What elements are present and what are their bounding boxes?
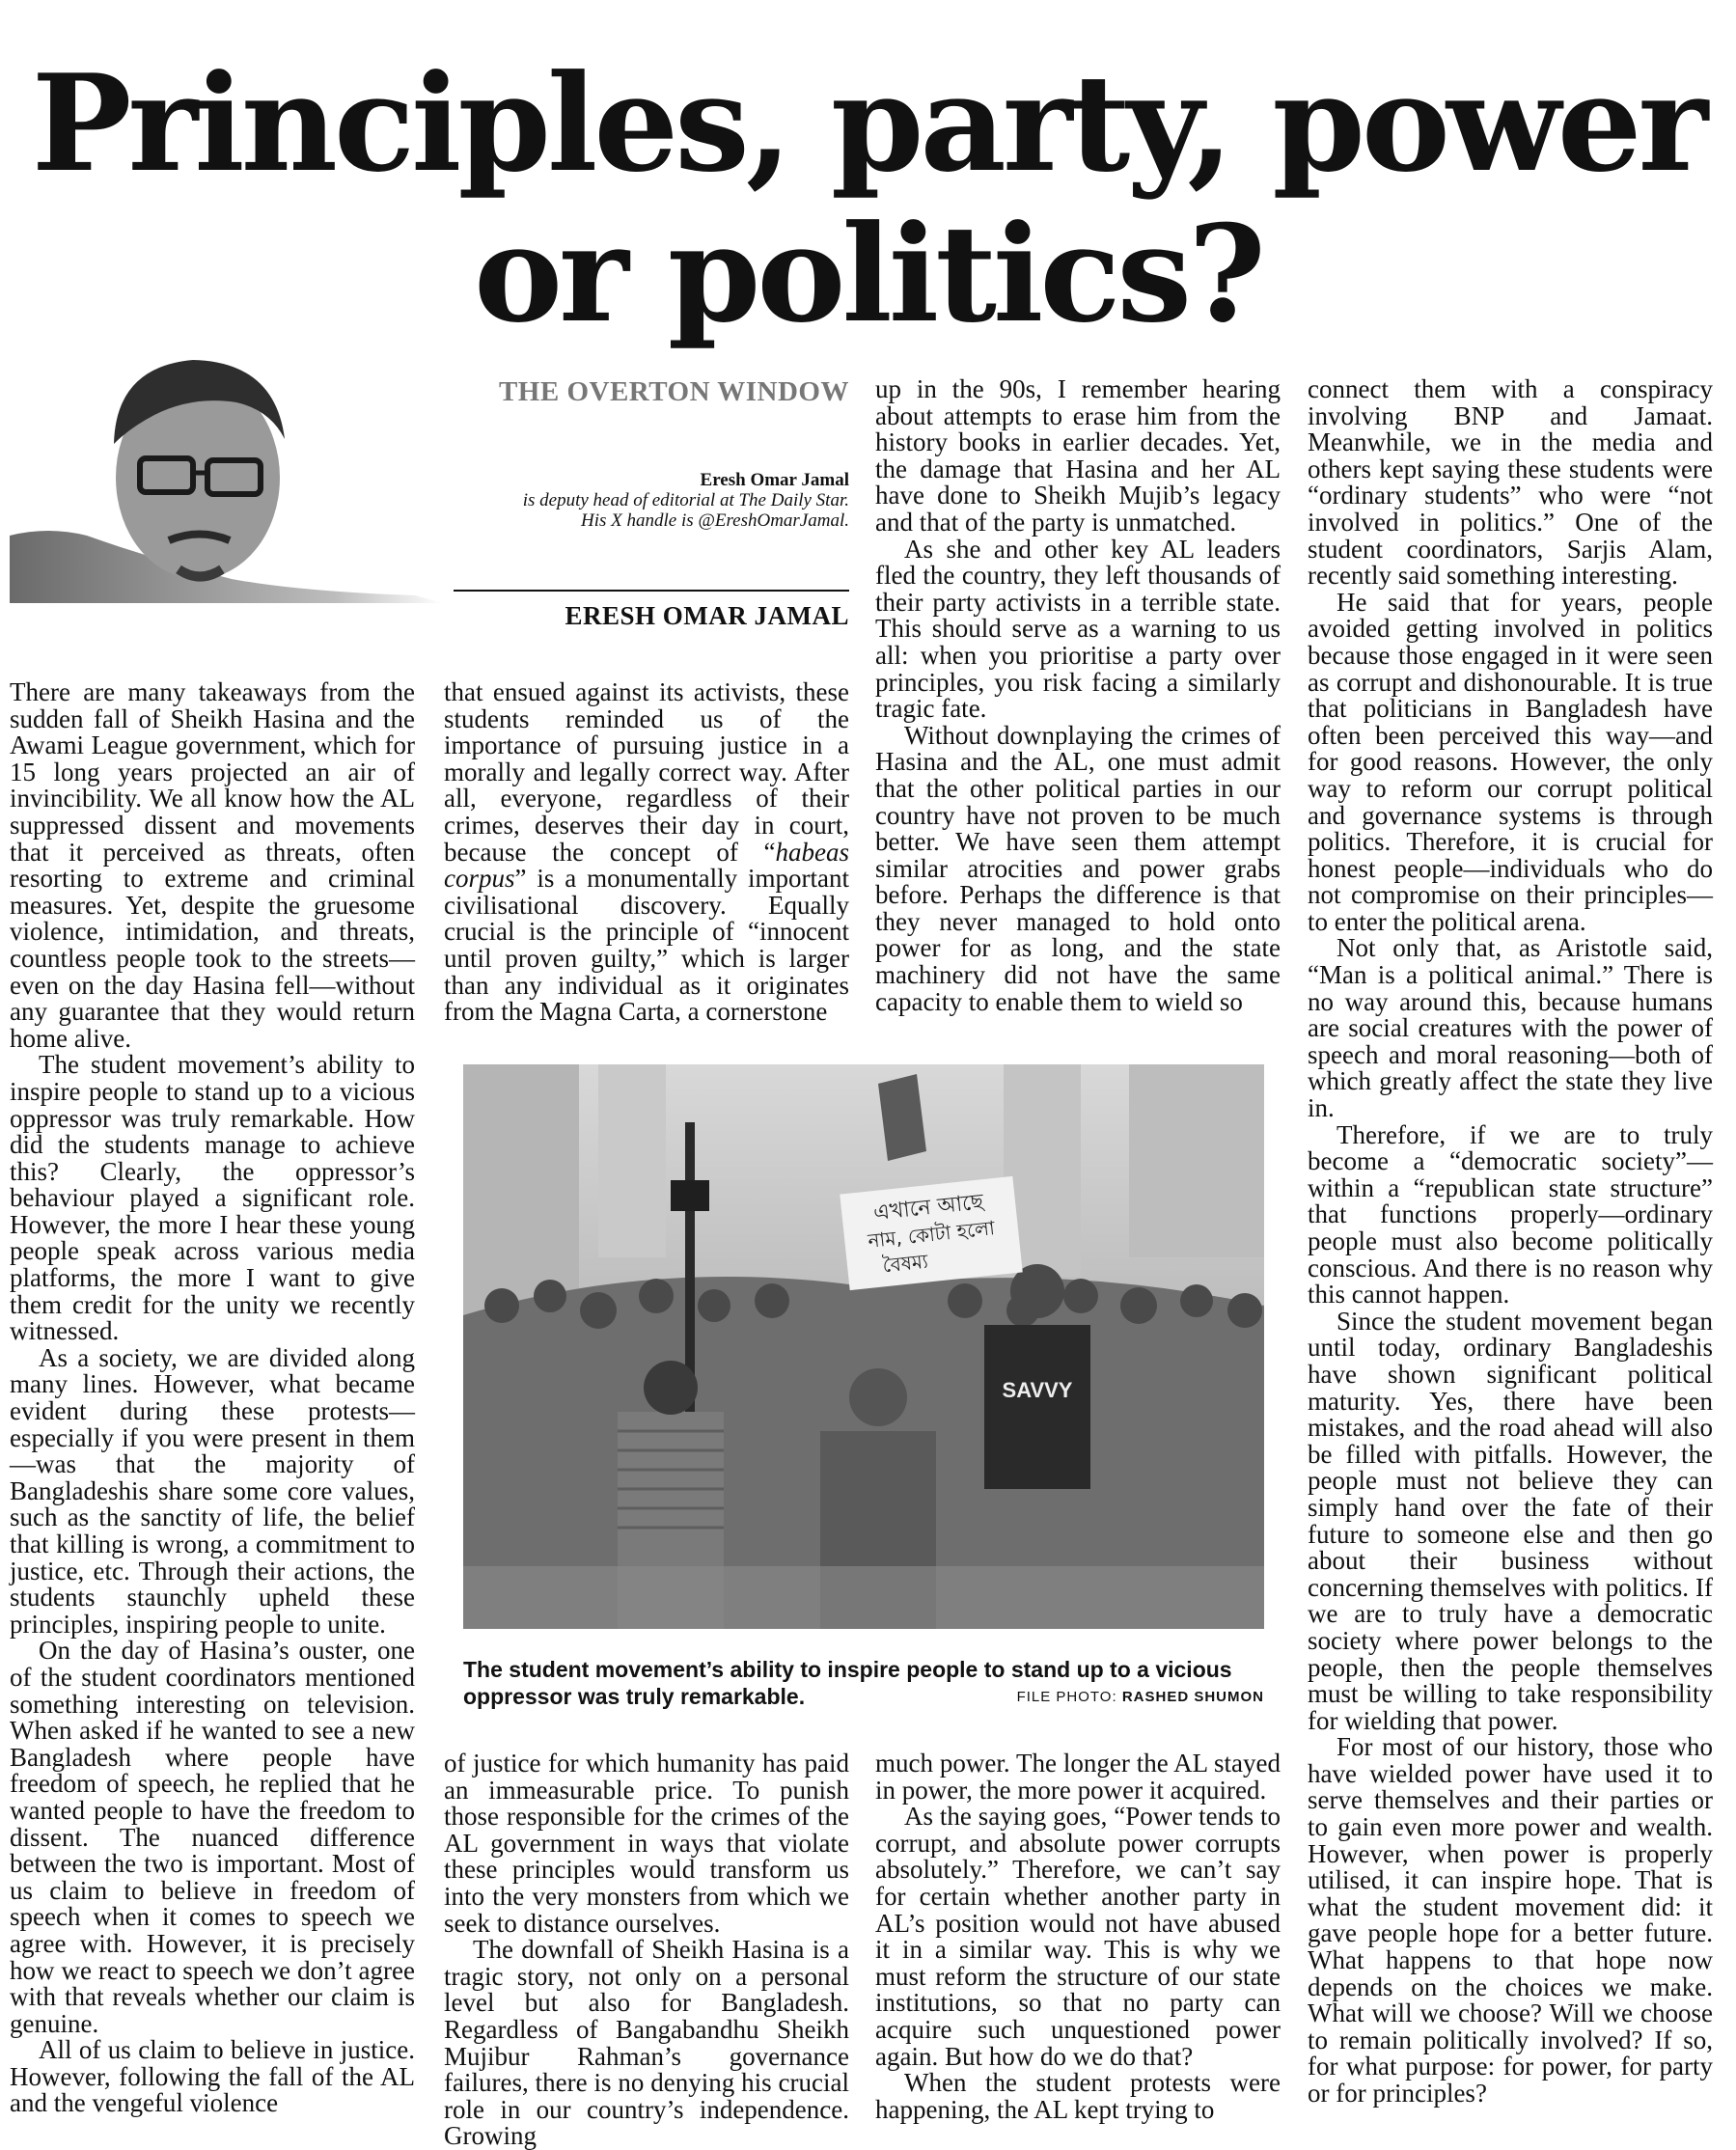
- paragraph: As she and other key AL leaders fled the country, they left thousands of their party activists in a terrible state. This should serve as a warning to us all: when you prioritise a party over principles, you risk facing a similarly tragic fate.: [875, 534, 1281, 724]
- headline-line1: Principles, party, power: [31, 44, 1705, 202]
- paragraph: of justice for which humanity has paid an immeasurable price. To punish those responsible for the crimes of the AL government in ways that violate these principles would transform us into the very monsters from which we seek to distance ourselves.: [444, 1749, 849, 1938]
- author-name: Eresh Omar Jamal: [700, 470, 849, 490]
- body-column-2-top: [444, 679, 849, 1026]
- paragraph: connect them with a conspiracy involving BNP and Jamaat. Meanwhile, we in the media and others kept saying these students were “ordinary students” who were “not involved in politics.” One of the student coordinators, Sarjis Alam, recently said something interesting.: [1308, 374, 1713, 591]
- photo-credit-prefix: FILE PHOTO:: [1016, 1689, 1117, 1705]
- photo-caption: The student movement’s ability to inspire people to stand up to a vicious oppressor was truly remarkable.: [463, 1657, 1232, 1709]
- placard-line-1: এখানে আছে: [872, 1190, 985, 1227]
- paragraph: The downfall of Sheikh Hasina is a tragic story, not only on a personal level but also for Bangladesh. Regardless of Bangabandhu Sheikh Mujibur Rahman’s governance failures, there is no denying his crucial role in our country’s independence. Growing: [444, 1935, 849, 2150]
- body-column-1: [10, 679, 415, 2117]
- jersey-text: SAVVY: [1002, 1378, 1073, 1402]
- author-bio-line1: is deputy head of editorial at The Daily Star.: [522, 490, 849, 510]
- paragraph: Therefore, if we are to truly become a “democratic society”—within a “republican state structure” that functions properly—ordinary people must also become politically conscious. And there is no reason why this cannot happen.: [1308, 1119, 1713, 1309]
- paragraph: On the day of Hasina’s ouster, one of the student coordinators mentioned something interesting on television. When asked if he wanted to see a new Bangladesh where people have freedom of speech, he replied that he wanted people to have the freedom to dissent. The nuanced difference between the two is important. Most of us claim to believe in freedom of speech when it comes to speech we agree with. However, it is precisely how we react to speech we don’t agree with that reveals whether our claim is genuine.: [10, 1636, 415, 2038]
- paragraph-text: ” is a monumentally important civilisational discovery. Equally crucial is the principle of “innocent until proven guilty,” which is larger than any individual as it originates from the Magna Carta, a cornerstone: [444, 864, 849, 1027]
- paragraph-italic: habeas corpus: [444, 837, 849, 894]
- paragraph: up in the 90s, I remember hearing about attempts to erase him from the history books in earlier decades. Yet, the damage that Hasina and her AL have done to Sheikh Mujib’s legacy and that of the party is unmatched.: [875, 374, 1281, 537]
- byline: ERESH OMAR JAMAL: [565, 601, 849, 630]
- author-bio: [454, 470, 849, 531]
- paragraph: Since the student movement began until today, ordinary Bangladeshis have shown significant political maturity. Yes, there have been mistakes, and the road ahead will also be filled with pitfalls. However, the people must not believe they can simply hand over the fate of their future to someone else and then go about their business without concerning themselves with politics. If we are to truly have a democratic society where power belongs to the people, then the people themselves must be willing to take responsibility for wielding that power.: [1308, 1306, 1713, 1735]
- placard-line-2: নাম, কোটা হলো: [867, 1216, 996, 1253]
- paragraph-text: that ensued against its activists, these students reminded us of the importance of pursuing justice in a morally and legally correct way. After all, everyone, regardless of their crimes, deserves their day in court, because the concept of “: [444, 677, 849, 867]
- author-portrait: [10, 343, 444, 603]
- paragraph: The student movement’s ability to inspire people to stand up to a vicious oppressor was truly remarkable. How did the students manage to achieve this? Clearly, the oppressor’s behaviour played a significant role. However, the more I hear these young people speak across various media platforms, the more I want to give them credit for the unity we recently witnessed.: [10, 1050, 415, 1346]
- photo-credit-name: RASHED SHUMON: [1121, 1689, 1264, 1705]
- body-column-3-top: [875, 376, 1281, 1015]
- headline: [0, 44, 1736, 352]
- paragraph: When the student protests were happening, the AL kept trying to: [875, 2068, 1281, 2124]
- paragraph: [444, 679, 849, 1026]
- paragraph: For most of our history, those who have wielded power have used it to serve themselves and their parties or to gain even more power and wealth. However, when power is properly utilised, it can inspire hope. That is what the student movement did: it gave people hope for a better future. What happens to that hope now depends on the choices we make. What will we choose? Will we choose to remain politically involved? If so, for what purpose: for power, for party or for principles?: [1308, 1732, 1713, 2108]
- author-bio-line2: His X handle is @EreshOmarJamal.: [580, 510, 849, 531]
- column-name: THE OVERTON WINDOW: [498, 376, 849, 407]
- protest-photo: [463, 1064, 1264, 1629]
- paragraph: All of us claim to believe in justice. However, following the fall of the AL and the vengeful violence: [10, 2035, 415, 2118]
- paragraph: Not only that, as Aristotle said, “Man is a political animal.” There is no way around this, because humans are social creatures with the power of speech and moral reasoning—both of which greatly affect the state they live in.: [1308, 933, 1713, 1123]
- headline-line2: or politics?: [474, 195, 1262, 352]
- paragraph: He said that for years, people avoided getting involved in politics because those engaged in it were seen as corrupt and dishonourable. It is true that politicians in Bangladesh have often been perceived this way—and for good reasons. However, the only way to reform our corrupt political and governance systems is through politics. Therefore, it is crucial for honest people—individuals who do not compromise on their principles—to enter the political arena.: [1308, 587, 1713, 936]
- paragraph: As the saying goes, “Power tends to corrupt, and absolute power corrupts absolutely.” Therefore, we can’t say for certain whether another party in AL’s position would not have abused it in a similar way. This is why we must reform the structure of our state institutions, so that no party can acquire such unquestioned power again. But how do we do that?: [875, 1802, 1281, 2071]
- body-column-4: [1308, 376, 1713, 2108]
- paragraph: Without downplaying the crimes of Hasina and the AL, one must admit that the other political parties in our country have not proven to be much better. We have seen them attempt similar atrocities and power grabs before. Perhaps the difference is that they never managed to hold onto power for as long, and the state machinery did not have the same capacity to enable them to wield so: [875, 720, 1281, 1016]
- paragraph: As a society, we are divided along many lines. However, what became evident during these protests—especially if you were present in them—was that the majority of Bangladeshis share some core values, such as the sanctity of life, the belief that killing is wrong, a commitment to justice, etc. Through their actions, the students staunchly upheld these principles, inspiring people to unite.: [10, 1342, 415, 1639]
- byline-rule: [454, 590, 849, 592]
- body-column-3-bottom: [875, 1750, 1281, 2123]
- paragraph: There are many takeaways from the sudden fall of Sheikh Hasina and the Awami League government, which for 15 long years projected an air of invincibility. We all know how the AL suppressed dissent and movements that it perceived as threats, often resorting to extreme and criminal measures. Yet, despite the gruesome violence, intimidation, and threats, countless people took to the streets—even on the day Hasina fell—without any guarantee that they would return home alive.: [10, 677, 415, 1053]
- body-column-2-bottom: [444, 1750, 849, 2150]
- placard-line-3: বৈষম্য: [881, 1249, 929, 1278]
- paragraph: much power. The longer the AL stayed in power, the more power it acquired.: [875, 1749, 1281, 1805]
- photo-credit: [965, 1689, 1264, 1705]
